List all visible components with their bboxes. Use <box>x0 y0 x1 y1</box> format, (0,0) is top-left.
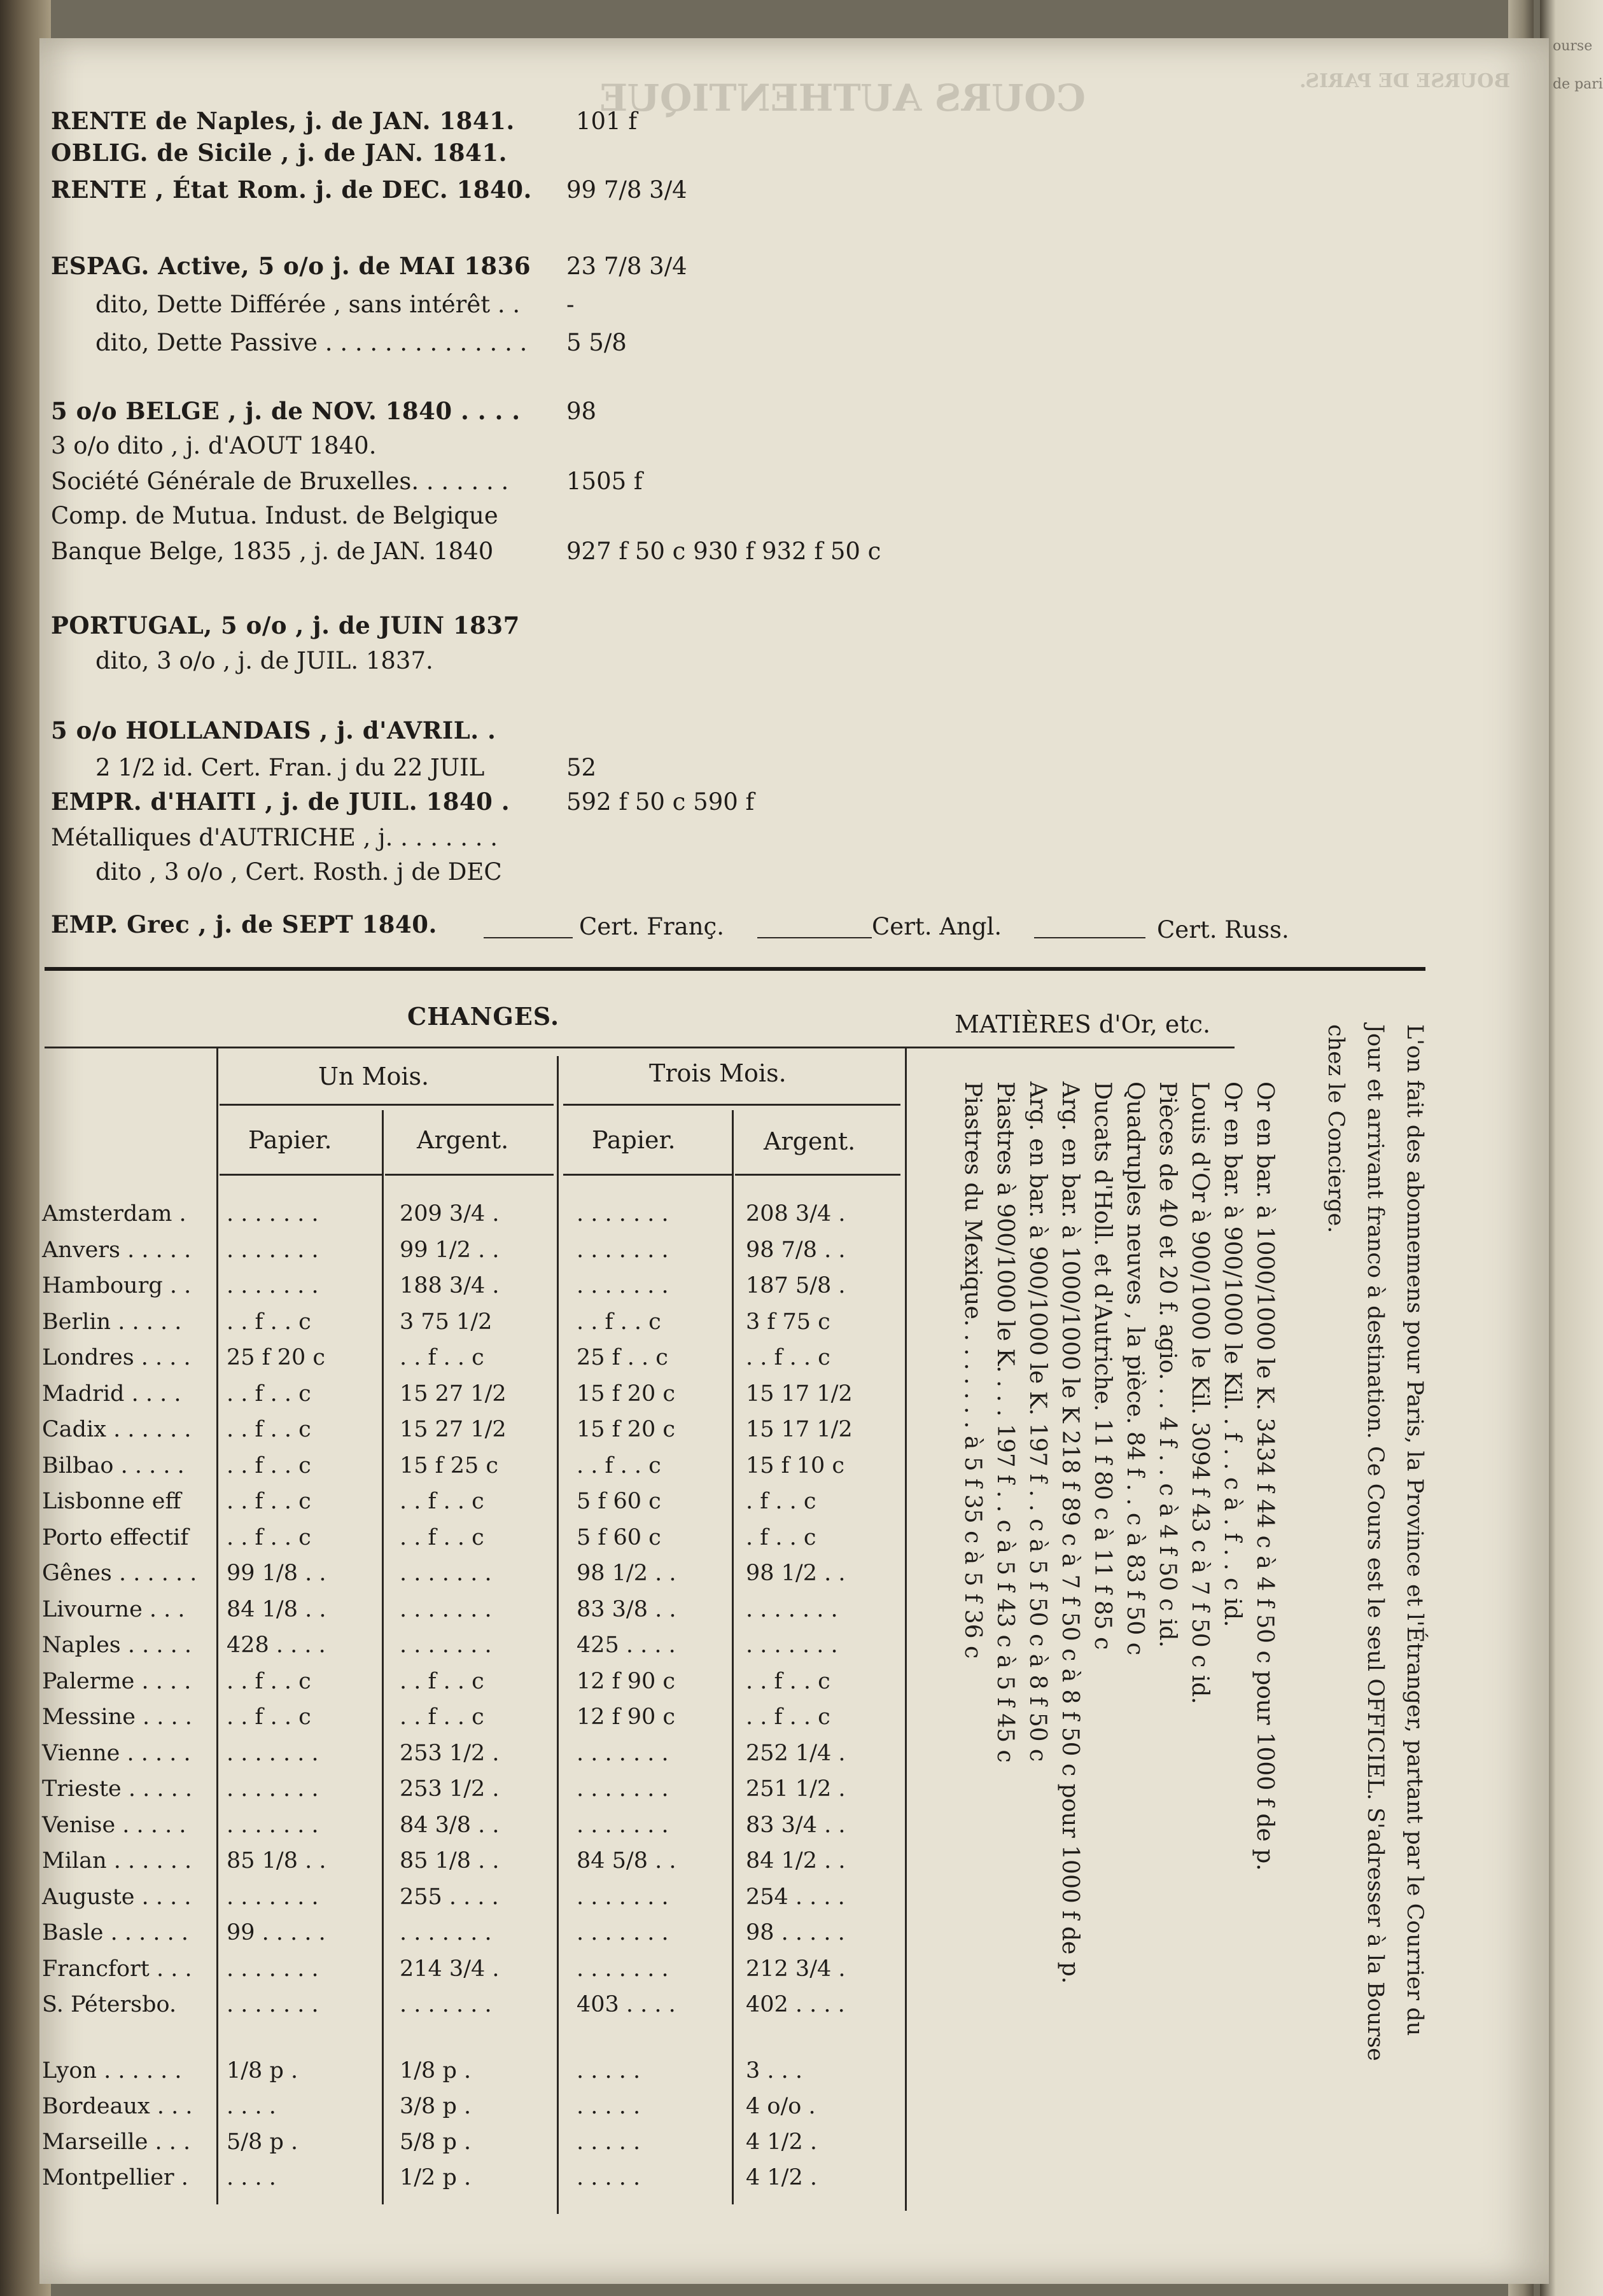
exchange-city: Montpellier . <box>42 2165 188 2190</box>
trois-mois-papier: . . . . . <box>577 2129 641 2155</box>
trois-mois-papier: 425 . . . . <box>577 1632 676 1658</box>
trois-mois-papier: . . . . . . . <box>577 1920 669 1945</box>
table-row <box>42 1453 907 1484</box>
trois-mois-papier: 83 3/8 . . <box>577 1596 676 1622</box>
rente-label: Comp. de Mutua. Indust. de Belgique <box>51 502 498 529</box>
trois-mois-argent: 4 o/o . <box>746 2094 816 2119</box>
exchange-city: Vienne . . . . . <box>42 1740 191 1766</box>
blank-line <box>484 937 573 938</box>
exchange-city: Lisbonne eff <box>42 1489 181 1514</box>
rule <box>220 1174 382 1176</box>
exchange-city: Venise . . . . . <box>42 1812 186 1838</box>
trois-mois-argent: 98 1/2 . . <box>746 1561 846 1586</box>
un-mois-argent: 1/8 p . <box>400 2058 472 2084</box>
un-mois-argent: 188 3/4 . <box>400 1273 500 1298</box>
rente-value: 1505 f <box>566 468 643 495</box>
trois-mois-papier: 12 f 90 c <box>577 1668 676 1694</box>
exchange-city: Lyon . . . . . . <box>42 2058 182 2084</box>
exchange-city: Porto effectif <box>42 1524 189 1550</box>
trois-mois-argent: . f . . c <box>746 1524 816 1550</box>
trois-mois-header: Trois Mois. <box>649 1059 787 1087</box>
un-mois-papier: . . f . . c <box>227 1668 311 1694</box>
rente-label: 2 1/2 id. Cert. Fran. j du 22 JUIL <box>95 754 485 781</box>
argent-header-2: Argent. <box>764 1127 856 1155</box>
facing-page-text: de pari <box>1553 76 1603 92</box>
subscription-note-line: L'on fait des abonnemens pour Paris, la Province et l'Étranger, partant par le Courrier du <box>1402 1024 1427 2036</box>
trois-mois-argent: . . f . . c <box>746 1345 830 1370</box>
un-mois-papier: . . . . <box>227 2165 276 2190</box>
matieres-title: MATIÈRES d'Or, etc. <box>955 1010 1211 1038</box>
rule <box>45 1047 904 1048</box>
table-row <box>42 1309 907 1340</box>
table-row <box>42 1597 907 1627</box>
table-row <box>42 2094 907 2124</box>
un-mois-argent: . . . . . . . <box>400 1596 492 1622</box>
rule <box>735 1174 900 1176</box>
rente-value: 23 7/8 3/4 <box>566 253 687 280</box>
matiere-row: Or en bar. à 900/1000 le Kil. . f . . c à . f . . c id. <box>1219 1082 1245 1627</box>
trois-mois-papier: 15 f 20 c <box>577 1417 676 1442</box>
trois-mois-argent: 84 1/2 . . <box>746 1848 846 1874</box>
un-mois-papier: 99 . . . . . <box>227 1920 326 1945</box>
rente-label: RENTE , État Rom. j. de DEC. 1840. <box>51 176 532 204</box>
facing-page-text: ourse <box>1553 38 1593 54</box>
trois-mois-papier: . . . . . . . <box>577 1740 669 1766</box>
cert-franc: Cert. Franç. <box>579 913 725 940</box>
rule <box>385 1174 554 1176</box>
exchange-city: Basle . . . . . . <box>42 1920 188 1945</box>
un-mois-argent: 253 1/2 . <box>400 1776 500 1802</box>
exchange-city: Bordeaux . . . <box>42 2094 193 2119</box>
rente-label: 5 o/o BELGE , j. de NOV. 1840 . . . . <box>51 397 521 425</box>
table-row <box>42 2165 907 2195</box>
rente-value: 927 f 50 c 930 f 932 f 50 c <box>566 538 881 565</box>
trois-mois-papier: . . . . . . . <box>577 1273 669 1298</box>
trois-mois-papier: 15 f 20 c <box>577 1381 676 1407</box>
matiere-row: Piastres à 900/1000 le K. . . . 197 f . . c à 5 f 43 c à 5 f 45 c <box>992 1082 1018 1763</box>
trois-mois-argent: 3 . . . <box>746 2058 803 2084</box>
trois-mois-argent: 252 1/4 . <box>746 1740 846 1766</box>
exchange-city: Auguste . . . . <box>42 1884 192 1910</box>
table-row <box>42 1848 907 1879</box>
exchange-city: Hambourg . . <box>42 1273 192 1298</box>
trois-mois-argent: 3 f 75 c <box>746 1309 830 1335</box>
trois-mois-argent: . f . . c <box>746 1489 816 1514</box>
exchange-city: Francfort . . . <box>42 1956 192 1982</box>
rente-label: Banque Belge, 1835 , j. de JAN. 1840 <box>51 538 494 565</box>
trois-mois-argent: 4 1/2 . <box>746 2129 817 2155</box>
rule <box>563 1174 732 1176</box>
table-row <box>42 1417 907 1447</box>
show-through-title: COURS AUTHENTIQUE <box>599 76 1086 120</box>
cert-russ: Cert. Russ. <box>1157 916 1289 943</box>
rente-value: 592 f 50 c 590 f <box>566 788 755 816</box>
emp-grec-label: EMP. Grec , j. de SEPT 1840. <box>51 910 437 938</box>
matiere-row: Louis d'Or à 900/1000 le Kil. 3094 f 43 c à 7 f 50 c id. <box>1187 1082 1213 1704</box>
trois-mois-papier: . . . . . . . <box>577 1201 669 1227</box>
table-row <box>42 1741 907 1771</box>
trois-mois-papier: . . f . . c <box>577 1309 661 1335</box>
table-row <box>42 1956 907 1987</box>
argent-header-1: Argent. <box>417 1126 509 1154</box>
un-mois-papier: . . . . . . . <box>227 1201 319 1227</box>
exchange-city: Cadix . . . . . . <box>42 1417 192 1442</box>
trois-mois-papier: 5 f 60 c <box>577 1489 661 1514</box>
un-mois-argent: 255 . . . . <box>400 1884 499 1910</box>
un-mois-argent: 15 27 1/2 <box>400 1417 507 1442</box>
trois-mois-argent: 187 5/8 . <box>746 1273 846 1298</box>
un-mois-papier: . . . . . . . <box>227 1812 319 1838</box>
un-mois-argent: 84 3/8 . . <box>400 1812 500 1838</box>
un-mois-argent: . . . . . . . <box>400 1920 492 1945</box>
un-mois-papier: . . . . . . . <box>227 1956 319 1982</box>
table-row <box>42 1381 907 1412</box>
table-row <box>42 1920 907 1951</box>
blank-line <box>1034 937 1145 938</box>
un-mois-papier: 25 f 20 c <box>227 1345 326 1370</box>
facing-page <box>1540 0 1603 2296</box>
trois-mois-papier: 25 f . . c <box>577 1345 668 1370</box>
exchange-city: Trieste . . . . . <box>42 1776 192 1802</box>
table-row <box>42 1812 907 1843</box>
matiere-row: Arg. en bar. à 1000/1000 le K 218 f 89 c à 7 f 50 c à 8 f 50 c pour 1000 f de p. <box>1057 1082 1083 1984</box>
trois-mois-papier: . . f . . c <box>577 1452 661 1478</box>
rente-label: OBLIG. de Sicile , j. de JAN. 1841. <box>51 139 507 167</box>
trois-mois-argent: 83 3/4 . . <box>746 1812 846 1838</box>
rule <box>220 1104 554 1106</box>
table-row <box>42 1201 907 1232</box>
un-mois-papier: 85 1/8 . . <box>227 1848 326 1874</box>
matiere-row: Arg. en bar. à 900/1000 le K. 197 f . . c à 5 f 50 c à 8 f 50 c <box>1025 1082 1051 1762</box>
cert-angl: Cert. Angl. <box>872 913 1002 940</box>
un-mois-papier: . . f . . c <box>227 1489 311 1514</box>
trois-mois-papier: 98 1/2 . . <box>577 1561 676 1586</box>
papier-header-1: Papier. <box>248 1126 332 1154</box>
table-row <box>42 1525 907 1555</box>
table-row <box>42 1669 907 1699</box>
rule <box>563 1104 900 1106</box>
table-row <box>42 1992 907 2022</box>
exchange-city: Palerme . . . . <box>42 1668 192 1694</box>
rente-value: - <box>566 291 575 318</box>
un-mois-papier: . . f . . c <box>227 1704 311 1730</box>
un-mois-papier: . . . . . . . <box>227 1884 319 1910</box>
exchange-city: Anvers . . . . . <box>42 1237 192 1263</box>
rente-label: PORTUGAL, 5 o/o , j. de JUIN 1837 <box>51 611 520 639</box>
un-mois-header: Un Mois. <box>318 1062 430 1090</box>
subscription-note-line: chez le Concierge. <box>1323 1024 1348 1234</box>
un-mois-papier: . . . . . . . <box>227 1992 319 2017</box>
un-mois-papier: 99 1/8 . . <box>227 1561 326 1586</box>
trois-mois-argent: . . f . . c <box>746 1668 830 1694</box>
un-mois-papier: . . f . . c <box>227 1452 311 1478</box>
table-row <box>42 1273 907 1304</box>
table-row <box>42 1632 907 1663</box>
un-mois-argent: 15 f 25 c <box>400 1452 499 1478</box>
un-mois-papier: . . f . . c <box>227 1309 311 1335</box>
un-mois-argent: . . f . . c <box>400 1345 484 1370</box>
un-mois-papier: . . f . . c <box>227 1381 311 1407</box>
subscription-note-line: Jour et arrivant franco à destination. Ce Cours est le seul OFFICIEL. S'adresser à la Bourse <box>1362 1024 1388 2061</box>
un-mois-papier: . . f . . c <box>227 1524 311 1550</box>
trois-mois-papier: . . . . . <box>577 2165 641 2190</box>
exchange-city: Londres . . . . <box>42 1345 191 1370</box>
table-row <box>42 2129 907 2160</box>
un-mois-papier: . . . . <box>227 2094 276 2119</box>
trois-mois-argent: 212 3/4 . <box>746 1956 846 1982</box>
trois-mois-papier: 12 f 90 c <box>577 1704 676 1730</box>
table-row <box>42 1704 907 1735</box>
rente-label: 3 o/o dito , j. d'AOUT 1840. <box>51 432 377 459</box>
trois-mois-argent: 15 17 1/2 <box>746 1381 853 1407</box>
trois-mois-papier: 403 . . . . <box>577 1992 676 2017</box>
exchange-city: Bilbao . . . . . <box>42 1452 185 1478</box>
rente-label: RENTE de Naples, j. de JAN. 1841. <box>51 107 515 135</box>
trois-mois-papier: . . . . . <box>577 2058 641 2084</box>
un-mois-argent: 5/8 p . <box>400 2129 472 2155</box>
un-mois-papier: 84 1/8 . . <box>227 1596 326 1622</box>
rente-label: dito , 3 o/o , Cert. Rosth. j de DEC <box>95 858 502 886</box>
un-mois-argent: . . f . . c <box>400 1524 484 1550</box>
table-row <box>42 1561 907 1591</box>
trois-mois-argent: 15 17 1/2 <box>746 1417 853 1442</box>
un-mois-argent: . . . . . . . <box>400 1561 492 1586</box>
rente-value: 5 5/8 <box>566 329 627 356</box>
trois-mois-argent: 254 . . . . <box>746 1884 845 1910</box>
exchange-city: Berlin . . . . . <box>42 1309 182 1335</box>
trois-mois-papier: . . . . . . . <box>577 1237 669 1263</box>
table-row <box>42 1237 907 1268</box>
trois-mois-argent: 15 f 10 c <box>746 1452 845 1478</box>
matiere-row: Ducats d'Holl. et d'Autriche. 11 f 80 c à 11 f 85 c <box>1089 1082 1116 1650</box>
matiere-row: Piastres du Mexique. . . . . . . . à 5 f 35 c à 5 f 36 c <box>960 1082 986 1659</box>
un-mois-argent: . . . . . . . <box>400 1632 492 1658</box>
exchange-city: Messine . . . . <box>42 1704 192 1730</box>
rente-label: Société Générale de Bruxelles. . . . . . . <box>51 468 509 495</box>
trois-mois-papier: . . . . . . . <box>577 1956 669 1982</box>
trois-mois-argent: . . . . . . . <box>746 1632 838 1658</box>
un-mois-argent: 214 3/4 . <box>400 1956 500 1982</box>
rente-value: 99 7/8 3/4 <box>566 176 687 204</box>
un-mois-argent: 209 3/4 . <box>400 1201 500 1227</box>
trois-mois-papier: . . . . . <box>577 2094 641 2119</box>
exchange-city: S. Pétersbo. <box>42 1992 177 2017</box>
matiere-row: Pièces de 40 et 20 f. agio. . . 4 f . . c à 4 f 50 c id. <box>1154 1082 1180 1648</box>
un-mois-papier: 1/8 p . <box>227 2058 298 2084</box>
un-mois-argent: . . f . . c <box>400 1668 484 1694</box>
trois-mois-argent: . . f . . c <box>746 1704 830 1730</box>
un-mois-papier: . . f . . c <box>227 1417 311 1442</box>
rente-label: 5 o/o HOLLANDAIS , j. d'AVRIL. . <box>51 716 496 744</box>
un-mois-argent: 85 1/8 . . <box>400 1848 500 1874</box>
un-mois-argent: . . f . . c <box>400 1489 484 1514</box>
rente-label: dito, Dette Différée , sans intérêt . . <box>95 291 521 318</box>
exchange-city: Madrid . . . . <box>42 1381 181 1407</box>
exchange-city: Gênes . . . . . . <box>42 1561 197 1586</box>
table-row <box>42 1776 907 1807</box>
table-row <box>42 1345 907 1375</box>
trois-mois-argent: 251 1/2 . <box>746 1776 846 1802</box>
trois-mois-argent: . . . . . . . <box>746 1596 838 1622</box>
un-mois-papier: 428 . . . . <box>227 1632 326 1658</box>
trois-mois-argent: 98 7/8 . . <box>746 1237 846 1263</box>
changes-title: CHANGES. <box>407 1002 560 1031</box>
un-mois-argent: . . . . . . . <box>400 1992 492 2017</box>
un-mois-argent: . . f . . c <box>400 1704 484 1730</box>
rule <box>904 1047 1235 1048</box>
un-mois-argent: 99 1/2 . . <box>400 1237 500 1263</box>
rente-value: 98 <box>566 398 597 425</box>
rente-label: ESPAG. Active, 5 o/o j. de MAI 1836 <box>51 252 531 280</box>
exchange-city: Marseille . . . <box>42 2129 191 2155</box>
rente-label: Métalliques d'AUTRICHE , j. . . . . . . . <box>51 824 498 851</box>
trois-mois-argent: 208 3/4 . <box>746 1201 846 1227</box>
table-row <box>42 2058 907 2089</box>
blank-line <box>757 937 872 938</box>
exchange-city: Livourne . . . <box>42 1596 185 1622</box>
section-divider <box>45 967 1425 971</box>
table-row <box>42 1489 907 1519</box>
trois-mois-argent: 402 . . . . <box>746 1992 845 2017</box>
trois-mois-papier: 84 5/8 . . <box>577 1848 676 1874</box>
trois-mois-papier: . . . . . . . <box>577 1812 669 1838</box>
exchange-city: Amsterdam . <box>42 1201 186 1227</box>
exchange-city: Milan . . . . . . <box>42 1848 192 1874</box>
rente-label: EMPR. d'HAITI , j. de JUIL. 1840 . <box>51 788 510 816</box>
rente-label: dito, Dette Passive . . . . . . . . . . . . . . <box>95 329 528 356</box>
un-mois-argent: 3 75 1/2 <box>400 1309 493 1335</box>
trois-mois-papier: . . . . . . . <box>577 1884 669 1910</box>
un-mois-argent: 3/8 p . <box>400 2094 472 2119</box>
trois-mois-papier: . . . . . . . <box>577 1776 669 1802</box>
un-mois-papier: . . . . . . . <box>227 1237 319 1263</box>
exchange-city: Naples . . . . . <box>42 1632 192 1658</box>
matiere-row: Or en bar. à 1000/1000 le K. 3434 f 44 c à 4 f 50 c pour 1000 f de p. <box>1252 1082 1278 1871</box>
un-mois-argent: 15 27 1/2 <box>400 1381 507 1407</box>
un-mois-argent: 1/2 p . <box>400 2165 472 2190</box>
trois-mois-argent: 98 . . . . . <box>746 1920 845 1945</box>
un-mois-papier: 5/8 p . <box>227 2129 298 2155</box>
un-mois-papier: . . . . . . . <box>227 1273 319 1298</box>
papier-header-2: Papier. <box>592 1126 676 1154</box>
matiere-row: Quadruples neuves , la pièce. 84 f . . c à 83 f 50 c <box>1122 1082 1148 1655</box>
rente-label: dito, 3 o/o , j. de JUIL. 1837. <box>95 647 433 674</box>
un-mois-argent: 253 1/2 . <box>400 1740 500 1766</box>
table-row <box>42 1884 907 1915</box>
rente-value: 52 <box>566 754 597 781</box>
trois-mois-papier: 5 f 60 c <box>577 1524 661 1550</box>
trois-mois-argent: 4 1/2 . <box>746 2165 817 2190</box>
un-mois-papier: . . . . . . . <box>227 1740 319 1766</box>
un-mois-papier: . . . . . . . <box>227 1776 319 1802</box>
rente-value: 101 f <box>576 108 638 135</box>
show-through-bourse: BOURSE DE PARIS. <box>1299 70 1511 92</box>
